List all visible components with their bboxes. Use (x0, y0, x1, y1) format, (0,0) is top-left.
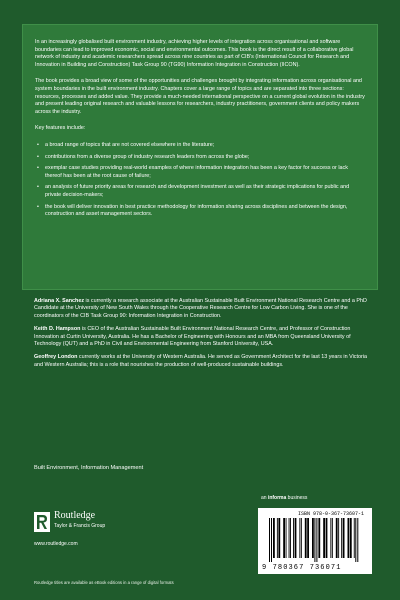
author-bio-text: is CEO of the Australian Sustainable Built Environment National Research Centre, and Professor of Construction Innovation at Curtin University, Australia. He has a Bachelor of Engineering with Honours and an MBA from Queensland University of Technology (QUT) and a PhD in Civil and Environmental Engineering from Stanford University, USA. (34, 326, 351, 348)
author-bio-text: currently works at the University of Western Australia. He served as Government Architect for the last 13 years in Victoria and Western Australia; this is a role that nourishes the production of well-produced sustainable buildings. (34, 354, 367, 368)
barcode-bar (348, 518, 350, 558)
barcode-bar (341, 518, 342, 558)
barcode-bar (332, 518, 333, 558)
barcode-bar (312, 518, 314, 558)
informa-suffix: business (286, 495, 308, 501)
key-feature-item: • a broad range of topics that are not covered elsewhere in the literature; (35, 142, 365, 150)
barcode-bar (323, 518, 325, 558)
barcode-bar (316, 518, 317, 562)
barcode-bar (343, 518, 345, 558)
barcode-bar (277, 518, 278, 558)
barcode-bar (271, 518, 272, 562)
barcode-bar (269, 518, 270, 562)
informa-prefix: an (261, 495, 268, 501)
description-panel (22, 24, 378, 290)
barcode-bar (273, 518, 275, 558)
barcode-bar (357, 518, 358, 562)
barcode-bar (295, 518, 297, 558)
key-feature-item: • exemplar case studies providing real-world examples of where information integration has been a key factor for success or lack thereof has been at the root cause of failure; (35, 165, 365, 180)
author-bios (34, 298, 370, 375)
publisher-website: www.routledge.com (34, 541, 78, 547)
barcode-bar (350, 518, 352, 558)
description-paragraph-2: The book provides a broad view of some of the opportunities and challenges brought by integrating information across organisational and system boundaries in the built environment industry. Chapters cover a large range of topics and are separated into three sections: resources, processes and added value. They provide a much-needed international perspective on a current global evolution in the industry and present leading original research and valuable lessons for researchers, industry practitioners, government clients and policy makers across the industry. (35, 78, 365, 115)
barcode-bar (354, 518, 355, 558)
author-bio (34, 326, 370, 348)
author-name: Geoffrey London (34, 354, 78, 361)
informa-brand: informa (267, 495, 287, 501)
barcode-bar (290, 518, 291, 558)
isbn-barcode (258, 508, 372, 574)
isbn-label: ISBN 978-0-367-73607-1 (298, 511, 365, 517)
barcode-bar (336, 518, 338, 558)
barcode-bar (326, 518, 328, 558)
ebook-note: Routledge titles are available as eBook editions in a range of digital formats (34, 580, 174, 585)
key-feature-item: • contributions from a diverse group of industry research leaders from across the globe; (35, 154, 365, 162)
barcode-bar (283, 518, 285, 558)
publisher-subtitle: Taylor & Francis Group (54, 523, 106, 529)
key-feature-item: • the book will deliver innovation in best practice methodology for information sharing across disciplines and between the design, construction and asset management sectors. (35, 204, 365, 219)
key-feature-item: • an analysis of future priority areas for research and development investment as well as their strategic implications for public and private decision-makers; (35, 184, 365, 199)
author-bio (34, 298, 370, 320)
barcode-bar (293, 518, 294, 558)
barcode-bar (314, 518, 315, 562)
barcode-bar (318, 518, 320, 558)
barcode-bar (355, 518, 356, 562)
informa-business-label (261, 495, 307, 501)
barcode-bar (330, 518, 331, 558)
publisher-name: Routledge (54, 510, 96, 521)
author-name: Keith D. Hampson (34, 326, 81, 333)
barcode-bar (307, 518, 309, 558)
barcode-bar (299, 518, 300, 558)
barcode-digits: 9 780367 736071 (262, 564, 342, 572)
barcode-bar (305, 518, 307, 558)
barcode-bar (338, 518, 339, 558)
routledge-logo-icon (34, 512, 50, 532)
key-features-list (35, 142, 365, 219)
author-name: Adriana X. Sanchez (34, 298, 85, 304)
barcode-bars (268, 518, 364, 562)
description-paragraph-1: In an increasingly globalised built environment industry, achieving higher levels of integration across organisational and software boundaries can lead to improved economic, social and environmental outcomes. This book is the direct result of a collaborative global network of industry and academic researchers spread across nine countries as part of CIB's (International Council for Research and Innovation in Building and Construction) Task Group 90 (TG90) Information Integration in Construction (IICON). (35, 39, 354, 68)
barcode-bar (289, 518, 290, 558)
key-features-heading: Key features include: (35, 125, 86, 132)
subject-category: Built Environment, Information Management (34, 465, 144, 471)
barcode-bar (301, 518, 302, 558)
barcode-bar (278, 518, 280, 558)
barcode-bar (286, 518, 287, 558)
author-bio (34, 354, 370, 369)
publisher-logo (34, 510, 154, 560)
author-bio-text: is currently a research associate at the Australian Sustainable Built Environment National Research Centre and a PhD Candidate at the University of New South Wales through the Cooperative Research Centre for Low Carbon Living. She is one of the coordinators of the CIB Task Group 90: Information Integration in Construction. (34, 298, 367, 319)
